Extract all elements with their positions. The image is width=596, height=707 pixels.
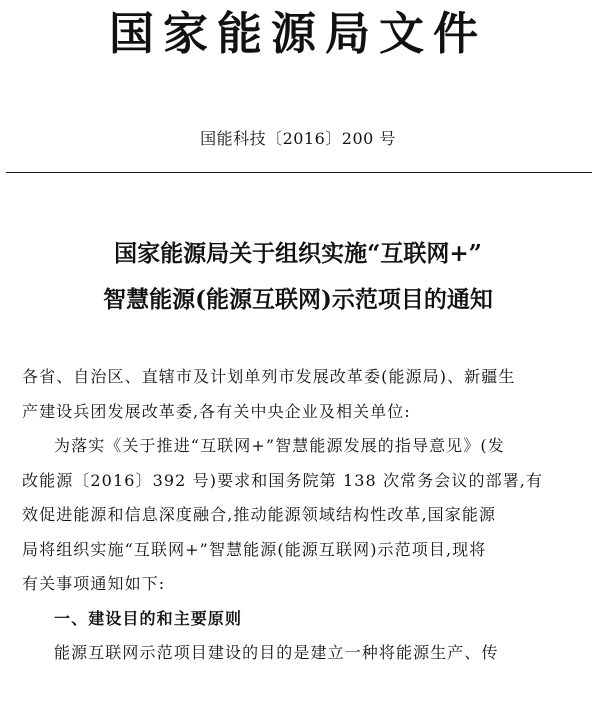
body-line-section-1: 能源互联网示范项目建设的目的是建立一种将能源生产、传	[54, 643, 499, 662]
notice-title-line-1: 国家能源局关于组织实施“互联网+”	[114, 240, 482, 267]
body-line-paragraph-2: 改能源〔2016〕392 号)要求和国务院第 138 次常务会议的部署,有	[22, 470, 544, 490]
body-line-paragraph-3: 效促进能源和信息深度融合,推动能源领域结构性改革,国家能源	[22, 505, 497, 524]
body-line-paragraph-1: 为落实《关于推进“互联网+”智慧能源发展的指导意见》(发	[54, 436, 505, 455]
body-line-addressees-2: 产建设兵团发展改革委,各有关中央企业及相关单位:	[22, 401, 411, 421]
notice-body	[22, 360, 594, 671]
notice-title-line-2: 智慧能源(能源互联网)示范项目的通知	[103, 286, 493, 313]
body-line-paragraph-4: 局将组织实施“互联网+”智慧能源(能源互联网)示范项目,现将	[22, 539, 487, 559]
body-line-paragraph-5: 有关事项通知如下:	[22, 574, 166, 593]
body-line-addressees-1: 各省、自治区、直辖市及计划单列市发展改革委(能源局)、新疆生	[22, 367, 516, 386]
agency-header-title: 国家能源局文件	[108, 7, 487, 60]
document-number: 国能科技〔2016〕200 号	[200, 129, 396, 148]
section-heading: 一、建设目的和主要原则	[54, 608, 243, 628]
header-divider	[6, 172, 592, 173]
